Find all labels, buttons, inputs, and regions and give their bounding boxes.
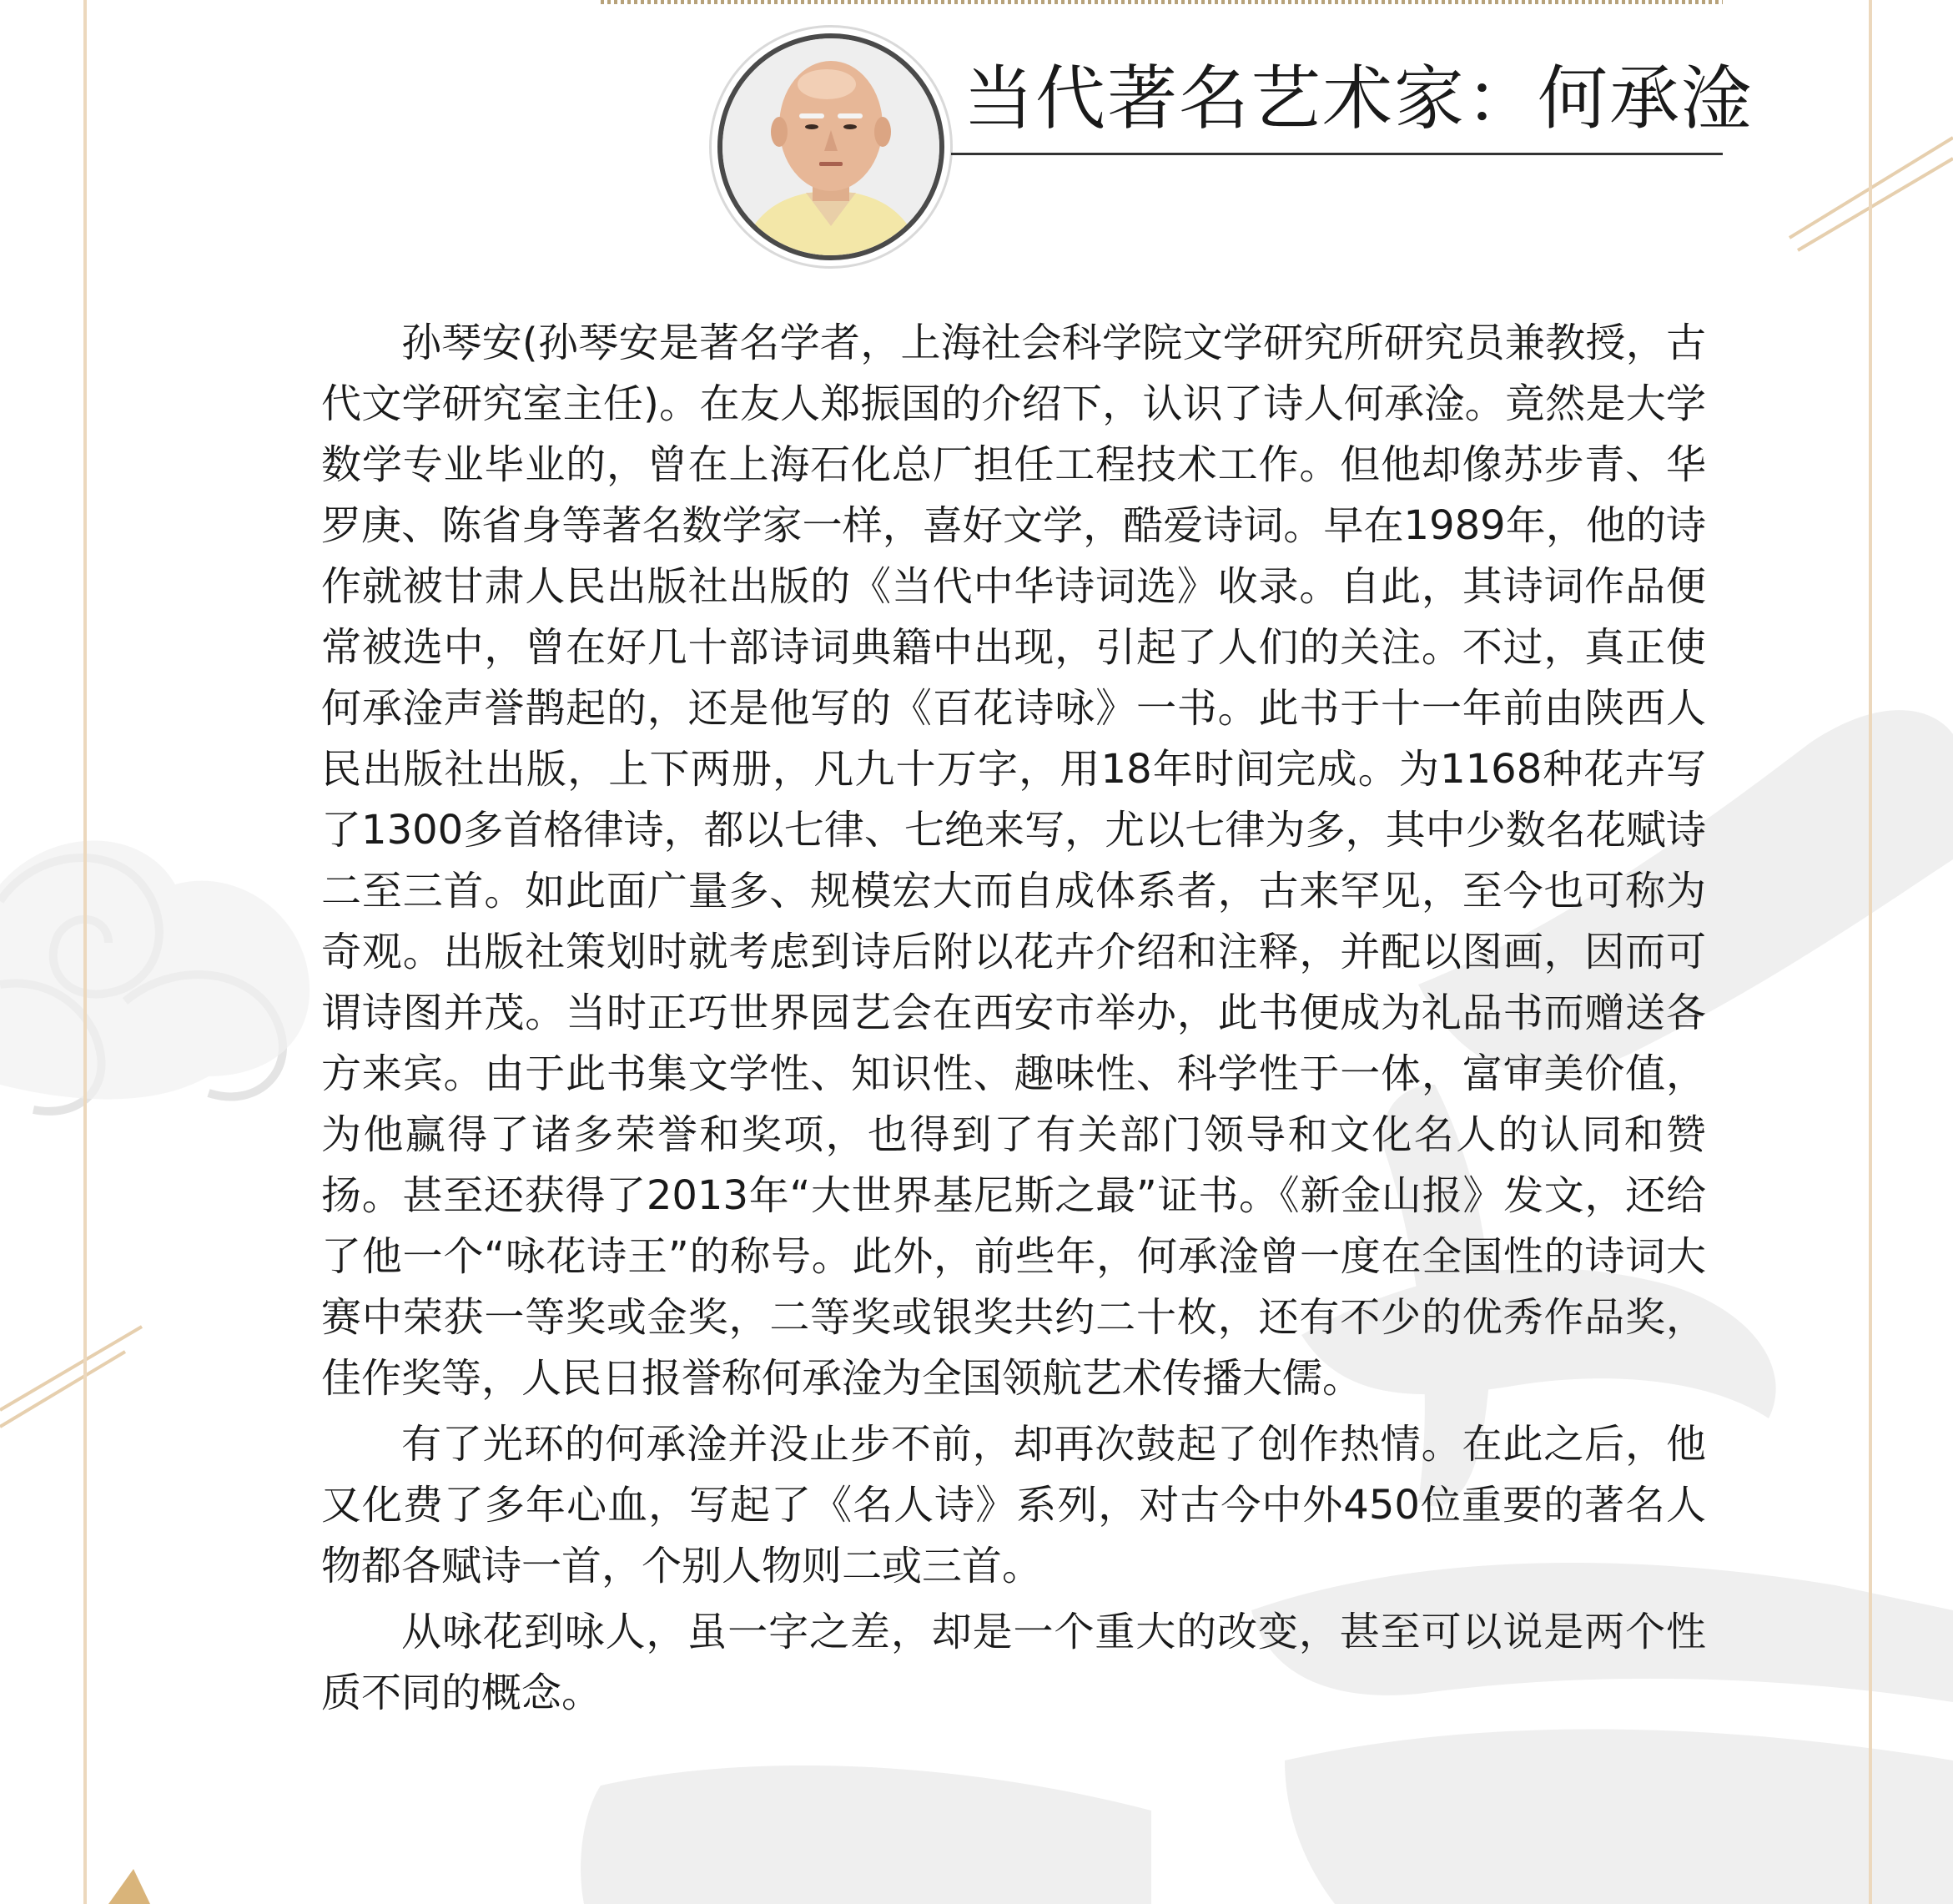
title-underline — [951, 153, 1723, 155]
frame-line-left — [83, 0, 87, 1904]
article-body — [321, 313, 1706, 1729]
portrait-illustration — [722, 38, 939, 255]
frame-line-right — [1869, 0, 1872, 1904]
article-paragraph: 有了光环的何承淦并没止步不前，却再次鼓起了创作热情。在此之后，他又化费了多年心血，写起了《名人诗》系列，对古今中外450位重要的著名人物都各赋诗一首，个别人物则二或三首。 — [321, 1421, 1706, 1589]
page-title: 当代著名艺术家：何承淦 — [964, 58, 1754, 139]
corner-accent — [108, 1869, 150, 1904]
article-paragraph: 孙琴安(孙琴安是著名学者，上海社会科学院文学研究所研究员兼教授，古代文学研究室主任)。在友人郑振国的介绍下，认识了诗人何承淦。竟然是大学数学专业毕业的，曾在上海石化总厂担任工程技术工作。但他却像苏步青、华罗庚、陈省身等著名数学家一样，喜好文学，酷爱诗词。早在1989年，他的诗作就被甘肃人民出版社出版的《当代中华诗词选》收录。自此，其诗词作品便常被选中，曾在好几十部诗词典籍中出现，引起了人们的关注。不过，真正使何承淦声誉鹊起的，还是他写的《百花诗咏》一书。此书于十一年前由陕西人民出版社出版，上下两册，凡九十万字，用18年时间完成。为1168种花卉写了1300多首格律诗，都以七律、七绝来写，尤以七律为多，其中少数名花赋诗二至三首。如此面广量多、规模宏大而自成体系者，古来罕见，至今也可称为奇观。出版社策划时就考虑到诗后附以花卉介绍和注释，并配以图画，因而可谓诗图并茂。当时正巧世界园艺会在西安市举办，此书便成为礼品书而赠送各方来宾。由于此书集文学性、知识性、趣味性、科学性于一体，富审美价值，为他赢得了诸多荣誉和奖项，也得到了有关部门领导和文化名人的认同和赞扬。甚至还获得了2013年“大世界基尼斯之最”证书。《新金山报》发文，还给了他一个“咏花诗王”的称号。此外，前些年，何承淦曾一度在全国性的诗词大赛中荣获一等奖或金奖，二等奖或银奖共约二十枚，还有不少的优秀作品奖，佳作奖等，人民日报誉称何承淦为全国领航艺术传播大儒。 — [321, 320, 1706, 1402]
cloud-fill — [0, 841, 310, 1100]
article-paragraph: 从咏花到咏人，虽一字之差，却是一个重大的改变，甚至可以说是两个性质不同的概念。 — [321, 1609, 1706, 1716]
top-dotted-rule — [601, 0, 1723, 4]
portrait-photo — [717, 33, 944, 260]
